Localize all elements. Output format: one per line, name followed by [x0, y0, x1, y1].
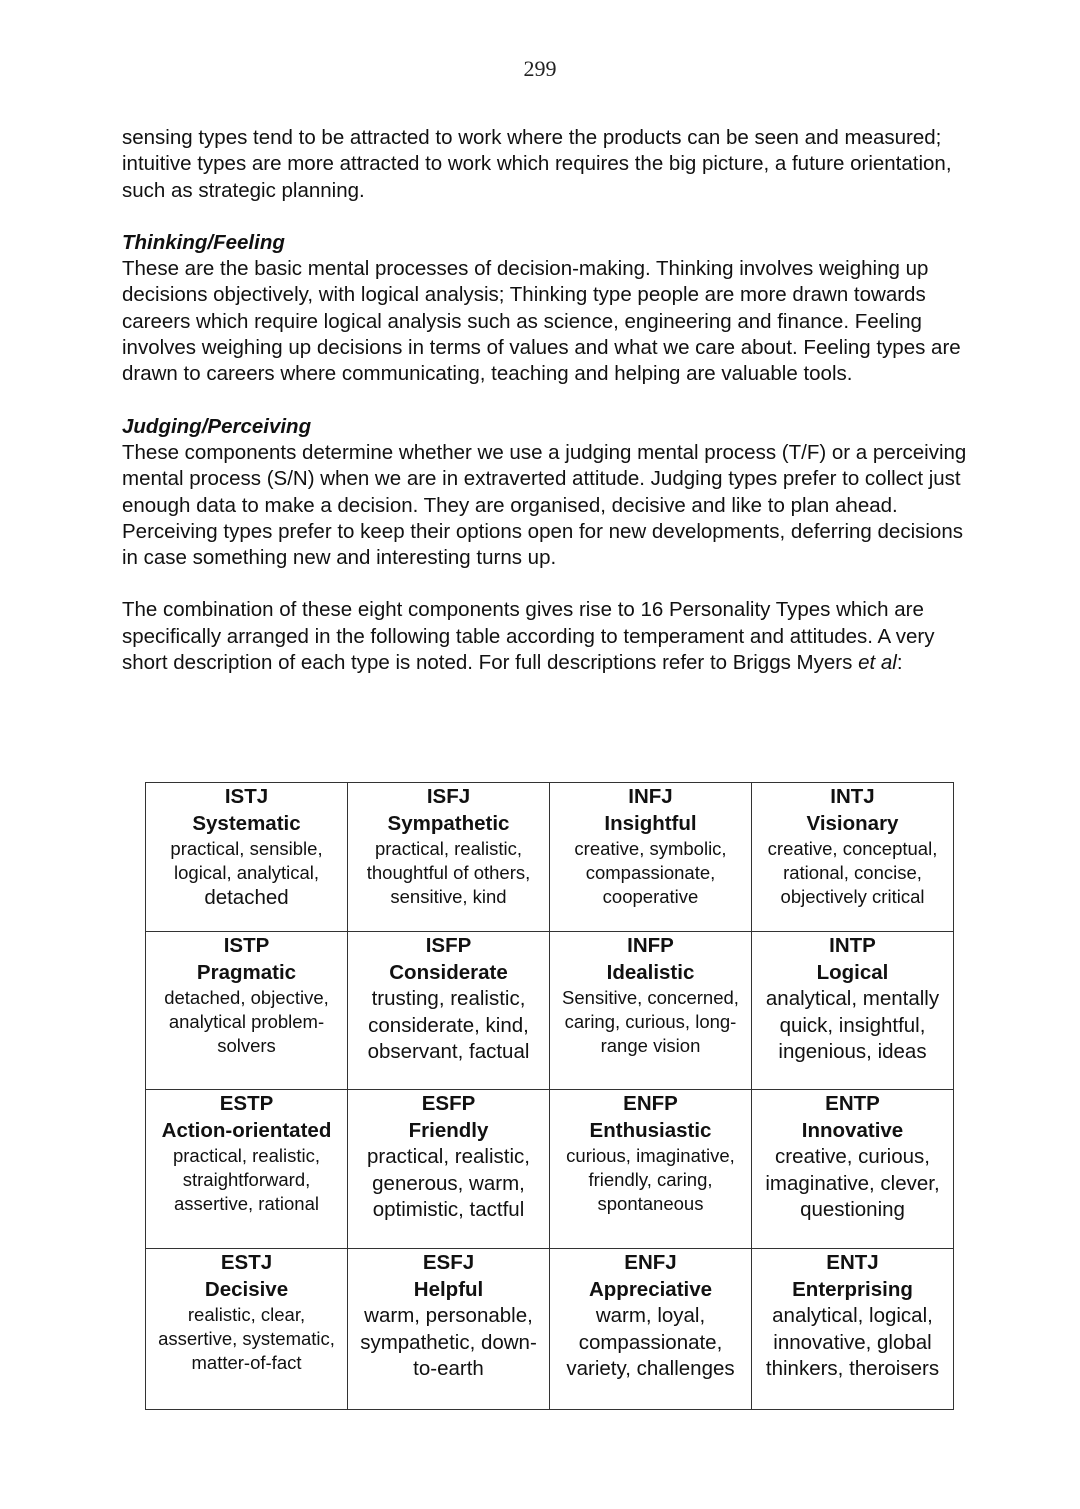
type-name: Appreciative [588, 1278, 713, 1301]
type-cell-isfj [348, 783, 550, 932]
thinking-feeling-paragraph: These are the basic mental processes of decision-making. Thinking involves weighing up decisions objectively, with logical analysis; Thinking type people are more drawn towards careers which require logical analysis such as science, engineering and finance. Feeling involves weighing up decisions in terms of values and what we care about. Feeling types are drawn to careers where communicating, teaching and helping are valuable tools. [122, 257, 961, 386]
table-row [146, 1249, 954, 1410]
type-code: ISFP [425, 934, 472, 957]
type-name: Logical [816, 961, 889, 984]
type-name: Action-orientated [161, 1119, 332, 1142]
type-cell-entp [752, 1090, 954, 1249]
type-cell-estj [146, 1249, 348, 1410]
judging-perceiving-heading: Judging/Perceiving [122, 414, 312, 438]
type-cell-isfp [348, 932, 550, 1090]
type-name: Friendly [408, 1119, 489, 1142]
type-code: ENFJ [624, 1251, 677, 1274]
type-cell-infp [550, 932, 752, 1090]
type-code: ESFJ [422, 1251, 475, 1274]
combination-end: : [896, 651, 903, 675]
type-code: ESTJ [220, 1251, 273, 1274]
type-description: practical, realistic, straightforward, assertive, rational [172, 1145, 320, 1214]
thinking-feeling-heading: Thinking/Feeling [122, 230, 285, 254]
type-description: Sensitive, concerned, caring, curious, long-range vision [562, 987, 739, 1056]
type-cell-istp [146, 932, 348, 1090]
type-cell-istj [146, 783, 348, 932]
type-cell-infj [550, 783, 752, 932]
type-cell-enfj [550, 1249, 752, 1410]
type-cell-entj [752, 1249, 954, 1410]
intro-paragraph: sensing types tend to be attracted to work where the products can be seen and measured; intuitive types are more attracted to work which requires the big picture, a future orientation, such as strategic planning. [122, 126, 952, 202]
type-code: ISFJ [426, 785, 471, 808]
page-number: 299 [523, 56, 557, 81]
type-name: Enterprising [792, 1278, 913, 1301]
type-name: Sympathetic [387, 812, 510, 835]
personality-types-table [145, 782, 954, 1410]
type-code: ENTJ [826, 1251, 879, 1274]
type-description: warm, loyal, compassionate, variety, challenges [566, 1304, 735, 1380]
type-cell-intp [752, 932, 954, 1090]
type-description: creative, curious, imaginative, clever, questioning [765, 1145, 940, 1221]
type-name: Innovative [801, 1119, 904, 1142]
type-description: creative, conceptual, rational, concise, objectively critical [767, 838, 938, 907]
type-code: ISTJ [224, 785, 269, 808]
type-description: analytical, logical, innovative, global thinkers, theroisers [765, 1304, 940, 1380]
type-code: INTJ [830, 785, 875, 808]
type-description: trusting, realistic, considerate, kind, observant, factual [367, 987, 530, 1063]
type-name: Enthusiastic [589, 1119, 712, 1142]
type-name: Pragmatic [196, 961, 297, 984]
type-description: detached, objective, analytical problem-solvers [164, 987, 329, 1056]
type-name: Systematic [192, 812, 301, 835]
type-description: practical, realistic, thoughtful of others, sensitive, kind [366, 838, 531, 907]
type-description: practical, sensible, logical, analytical, [170, 838, 323, 883]
type-code: ISTP [223, 934, 270, 957]
type-name: Decisive [204, 1278, 289, 1301]
type-name: Considerate [389, 961, 508, 984]
type-description: analytical, mentally quick, insightful, ingenious, ideas [765, 987, 940, 1063]
type-code: ENFP [623, 1092, 678, 1115]
combination-text: The combination of these eight components gives rise to 16 Personality Types which are specifically arranged in the following table according to temperament and attitudes. A very short description of each type is noted. For full descriptions refer to Briggs Myers [122, 598, 935, 675]
body-text [122, 125, 982, 676]
type-code: INFP [627, 934, 674, 957]
judging-perceiving-paragraph: These components determine whether we use a judging mental process (T/F) or a perceiving mental process (S/N) when we are in extraverted attitude. Judging types prefer to collect just enough data to make a decision. They are organised, decisive and like to plan ahead. Perceiving types prefer to keep their options open for new developments, deferring decisions in case something new and interesting turns up. [122, 440, 967, 570]
type-name: Idealistic [606, 961, 695, 984]
combination-italic: et al [858, 651, 897, 675]
type-name: Insightful [604, 812, 697, 835]
combination-paragraph [122, 597, 982, 676]
type-code: INTP [829, 934, 876, 957]
table-row [146, 783, 954, 932]
type-name: Visionary [806, 812, 899, 835]
type-description: practical, realistic, generous, warm, optimistic, tactful [367, 1145, 530, 1221]
type-cell-intj [752, 783, 954, 932]
type-code: INFJ [628, 785, 673, 808]
type-description: curious, imaginative, friendly, caring, spontaneous [566, 1145, 735, 1214]
type-cell-esfp [348, 1090, 550, 1249]
type-description: creative, symbolic, compassionate, cooperative [574, 838, 727, 907]
type-cell-estp [146, 1090, 348, 1249]
table-row [146, 1090, 954, 1249]
type-cell-enfp [550, 1090, 752, 1249]
type-description: realistic, clear, assertive, systematic, matter-of-fact [158, 1304, 335, 1373]
table-row [146, 932, 954, 1090]
type-description: warm, personable, sympathetic, down-to-earth [360, 1304, 537, 1380]
type-cell-esfj [348, 1249, 550, 1410]
type-code: ESTP [219, 1092, 274, 1115]
type-description-extra: detached [204, 886, 289, 909]
type-code: ENTP [825, 1092, 880, 1115]
type-name: Helpful [413, 1278, 484, 1301]
type-code: ESFP [421, 1092, 476, 1115]
